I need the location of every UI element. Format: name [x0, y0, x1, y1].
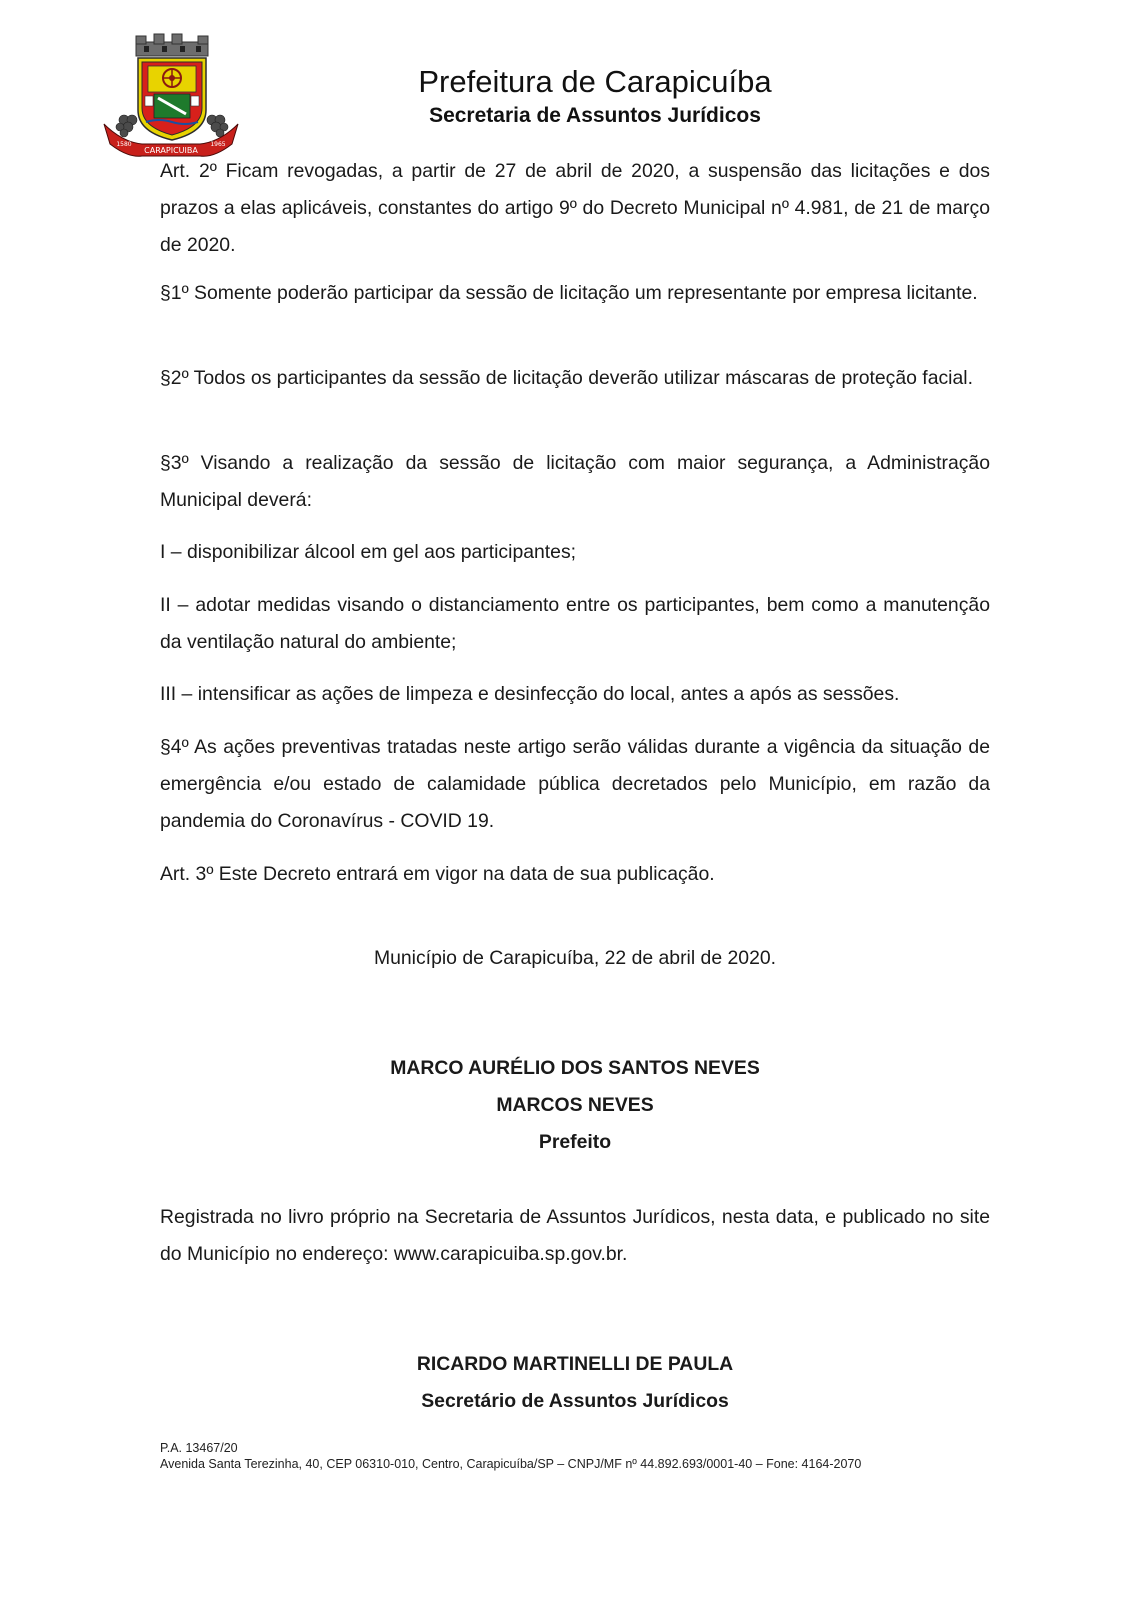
crest-ribbon-text: CARAPICUIBA — [144, 146, 198, 155]
mayor-name: MARCO AURÉLIO DOS SANTOS NEVES — [390, 1057, 760, 1079]
header-title: Prefeitura de Carapicuíba — [418, 64, 772, 99]
paragraph-3: §3º Visando a realização da sessão de licitação com maior segurança, a Administração Municipal deverá: — [160, 452, 990, 511]
item-i: I – disponibilizar álcool em gel aos participantes; — [160, 541, 577, 563]
item-ii: II – adotar medidas visando o distanciamento entre os participantes, bem como a manutenção da ventilação natural do ambiente; — [160, 594, 990, 653]
article-3-paragraph: Art. 3º Este Decreto entrará em vigor na data de sua publicação. — [160, 863, 715, 885]
secretary-name: RICARDO MARTINELLI DE PAULA — [416, 1353, 734, 1375]
crest-year-right: 1965 — [210, 141, 226, 148]
crest-year-left: 1580 — [116, 141, 132, 148]
paragraph-2: §2º Todos os participantes da sessão de licitação deverão utilizar máscaras de proteção facial. — [160, 367, 973, 389]
date-line: Município de Carapicuíba, 22 de abril de 2020. — [373, 947, 777, 969]
article-2-paragraph: Art. 2º Ficam revogadas, a partir de 27 de abril de 2020, a suspensão das licitações e dos prazos a elas aplicáveis, constantes do artigo 9º do Decreto Municipal nº 4.981, de 21 de março de 2020. — [160, 160, 990, 256]
footer-address: Avenida Santa Terezinha, 40, CEP 06310-010, Centro, Carapicuíba/SP – CNPJ/MF nº 44.892.693/0001-40 – Fone: 4164-2070 — [160, 1457, 862, 1471]
registration-paragraph: Registrada no livro próprio na Secretaria de Assuntos Jurídicos, nesta data, e publicado no site do Município no endereço: www.carapicuiba.sp.gov.br. — [160, 1206, 990, 1265]
mayor-role: Prefeito — [538, 1131, 612, 1153]
header-subtitle: Secretaria de Assuntos Jurídicos — [429, 104, 761, 127]
item-iii: III – intensificar as ações de limpeza e desinfecção do local, antes a após as sessões. — [160, 683, 900, 705]
paragraph-4: §4º As ações preventivas tratadas neste artigo serão válidas durante a vigência da situação de emergência e/ou estado de calamidade pública decretados pelo Município, em razão da pandemia do Coronavírus - COVID 19. — [160, 736, 990, 832]
secretary-role: Secretário de Assuntos Jurídicos — [421, 1390, 729, 1412]
mayor-alias: MARCOS NEVES — [496, 1094, 654, 1116]
footer-process-number: P.A. 13467/20 — [160, 1441, 238, 1455]
paragraph-1: §1º Somente poderão participar da sessão de licitação um representante por empresa licitante. — [160, 282, 978, 304]
coat-of-arms-logo — [102, 32, 240, 160]
